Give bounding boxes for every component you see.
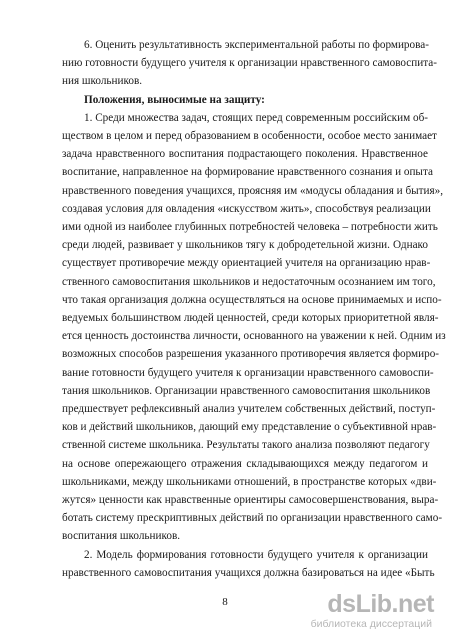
text-line-16: ведуемых большинством людей ценностей, среди которых приоритетной явля- xyxy=(62,312,439,324)
watermark xyxy=(284,590,434,634)
text-line-5: 1. Среди множества задач, стоящих перед современным российским об- xyxy=(84,111,428,124)
text-line-19: вание готовности будущего учителя к организации нравственного самовоспи- xyxy=(62,366,434,379)
text-line-30: нравственного самовоспитания учащихся должна базироваться на идее «Быть xyxy=(62,566,435,579)
text-line-28: воспитания школьников. xyxy=(62,530,181,543)
text-line-11: ими одной из наиболее глубинных потребностей человека – потребности жить xyxy=(62,221,438,233)
text-line-26: жутся» ценности как нравственные ориентиры самосовершенствования, выра- xyxy=(62,494,439,506)
text-line-12: среди людей, развивает у школьников тягу к добродетельной жизни. Однако xyxy=(62,239,428,252)
text-line-1: 6. Оценить результативность экспериментальной работы по формирова- xyxy=(84,39,429,51)
text-line-24: на основе опережающего отражения складывающихся между педагогом и xyxy=(62,457,428,470)
text-line-10: создавая условия для овладения «искусством жить», способствуя реализации xyxy=(62,202,431,215)
page-number: 8 xyxy=(222,596,228,608)
text-line-23: ственной системе школьника. Результаты такого анализа позволяют педагогу xyxy=(62,439,430,452)
text-line-13: существует противоречие между ориентацией учителя на организацию нрав- xyxy=(62,257,431,270)
text-line-14: ственного самовоспитания школьников и недостаточным осознанием им того, xyxy=(62,275,436,288)
text-line-3: ния школьников. xyxy=(62,75,143,88)
text-line-9: нравственного поведения учащихся, проясняя им «модусы обладания и бытия», xyxy=(62,184,444,197)
text-line-18: возможных способов разрешения указанного противоречия является формиро- xyxy=(62,348,440,361)
text-line-7: задача нравственного воспитания подрастающего поколения. Нравственное xyxy=(62,148,428,161)
text-line-20: тания школьников. Организации нравственного самовоспитания школьников xyxy=(62,384,431,397)
text-line-2: нию готовности будущего учителя к организации нравственного самовоспита- xyxy=(62,57,437,70)
section-heading: Положения, выносимые на защиту: xyxy=(84,93,265,106)
text-line-27: ботать систему прескриптивных действий по организации нравственного само- xyxy=(62,512,443,525)
text-line-6: ществом в целом и перед образованием в особенности, особое место занимает xyxy=(62,130,437,142)
text-line-8: воспитание, направленное на формирование нравственного сознания и опыта xyxy=(62,166,433,179)
text-line-25: школьниками, между школьниками отношений, в пространстве которых «дви- xyxy=(62,475,437,488)
watermark-logo: dsLib.net xyxy=(327,590,434,618)
text-line-22: ков и действий школьников, дающий ему представление о субъективной нрав- xyxy=(62,421,437,434)
text-line-15: что такая организация должна осуществляться на основе принимаемых и испо- xyxy=(62,293,442,306)
text-line-21: предшествует рефлексивный анализ учителем собственных действий, поступ- xyxy=(62,403,436,415)
text-line-29: 2. Модель формирования готовности будущего учителя к организации xyxy=(84,548,428,561)
text-line-17: ется ценность достоинства личности, основанного на уважении к ней. Одним из xyxy=(62,330,446,343)
watermark-tagline: библиотека диссертаций xyxy=(310,618,432,630)
